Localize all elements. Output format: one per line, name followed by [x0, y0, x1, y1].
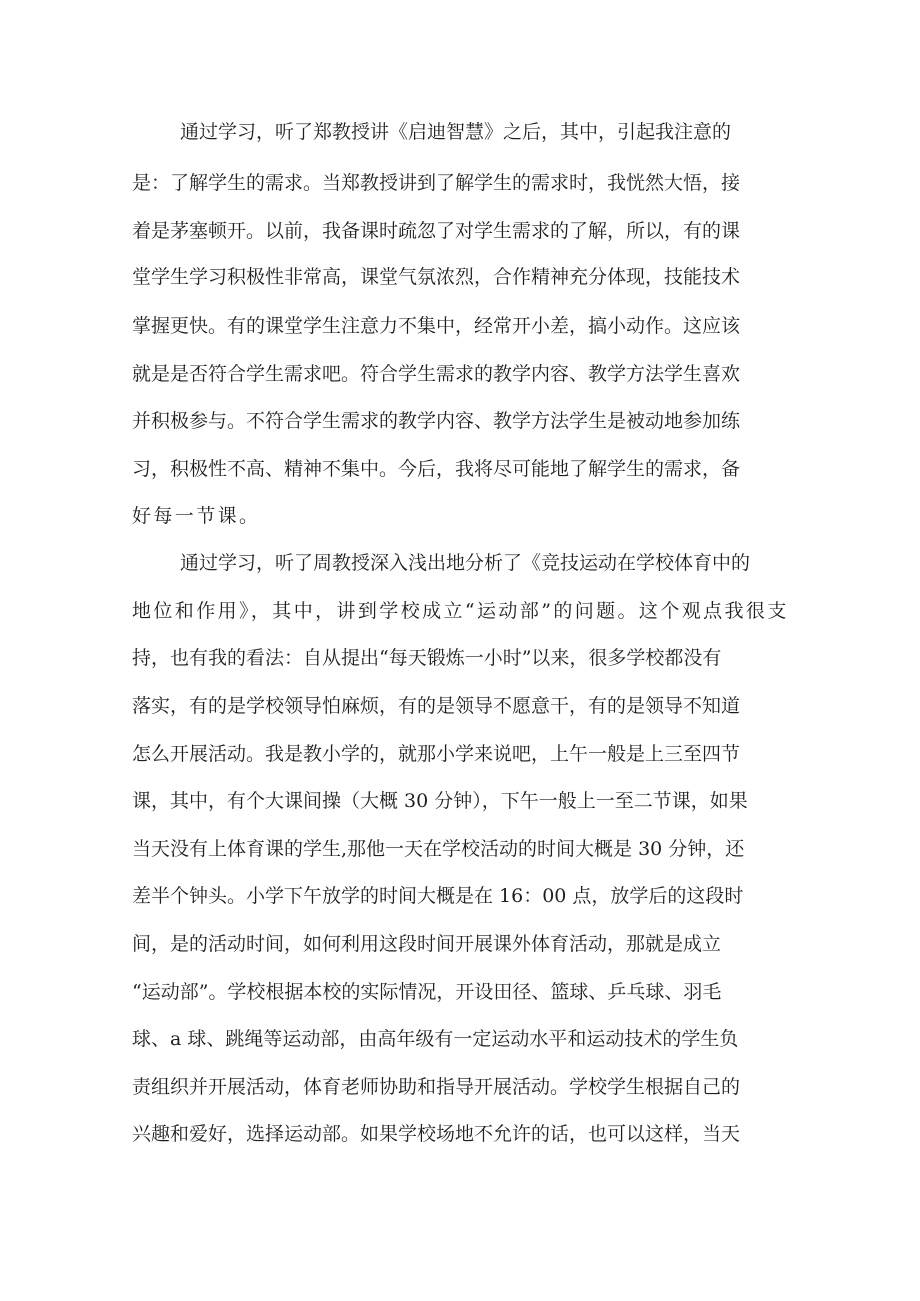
paragraph-2-line-10: “运动部”。学校根据本校的实际情况，开设田径、篮球、乒乓球、羽毛: [132, 981, 722, 1003]
paragraph-1-line-8: 习，积极性不高、精神不集中。今后，我将尽可能地了解学生的需求，备: [132, 458, 741, 480]
paragraph-2-line-6: 课，其中，有个大课间操（大概 30 分钟），下午一般上一至二节课，如果: [132, 790, 748, 812]
paragraph-1-line-9: 好每一节课。: [132, 505, 261, 527]
paragraph-2-line-4: 落实，有的是学校领导怕麻烦，有的是领导不愿意干，有的是领导不知道: [132, 695, 741, 717]
paragraph-1-line-4: 堂学生学习积极性非常高，课堂气氛浓烈，合作精神充分体现，技能技术: [132, 266, 741, 288]
paragraph-1-line-1: 通过学习，听了郑教授讲《启迪智慧》之后，其中，引起我注意的: [180, 121, 732, 143]
paragraph-2-line-9: 间，是的活动时间，如何利用这段时间开展课外体育活动，那就是成立: [132, 933, 722, 955]
paragraph-2-line-12: 责组织并开展活动，体育老师协助和指导开展活动。学校学生根据自己的: [132, 1076, 741, 1098]
paragraph-2-line-7: 当天没有上体育课的学生,那他一天在学校活动的时间大概是 30 分钟，还: [132, 838, 745, 860]
paragraph-2-line-3: 持，也有我的看法：自从提出“每天锻炼一小时”以来，很多学校都没有: [132, 647, 722, 669]
paragraph-1-line-2: 是：了解学生的需求。当郑教授讲到了解学生的需求时，我恍然大悟，接: [132, 172, 741, 194]
paragraph-1-line-7: 并积极参与。不符合学生需求的教学内容、教学方法学生是被动地参加练: [132, 410, 741, 432]
paragraph-2-line-5: 怎么开展活动。我是教小学的，就那小学来说吧，上午一般是上三至四节: [132, 743, 741, 765]
paragraph-1-line-6: 就是是否符合学生需求吧。符合学生需求的教学内容、教学方法学生喜欢: [132, 363, 741, 385]
paragraph-2-line-11: 球、a 球、跳绳等运动部，由高年级有一定运动水平和运动技术的学生负: [132, 1028, 739, 1050]
paragraph-2-line-2: 地位和作用》，其中，讲到学校成立“运动部”的问题。这个观点我很支: [132, 600, 789, 622]
paragraph-1-line-3: 着是茅塞顿开。以前，我备课时疏忽了对学生需求的了解，所以，有的课: [132, 220, 741, 242]
paragraph-2-line-1: 通过学习，听了周教授深入浅出地分析了《竞技运动在学校体育中的: [180, 552, 751, 574]
paragraph-2-line-8: 差半个钟头。小学下午放学的时间大概是在 16：00 点，放学后的这段时: [132, 885, 744, 907]
paragraph-1-line-5: 掌握更快。有的课堂学生注意力不集中，经常开小差，搞小动作。这应该: [132, 315, 741, 337]
paragraph-2-line-13: 兴趣和爱好，选择运动部。如果学校场地不允许的话，也可以这样，当天: [132, 1123, 741, 1145]
